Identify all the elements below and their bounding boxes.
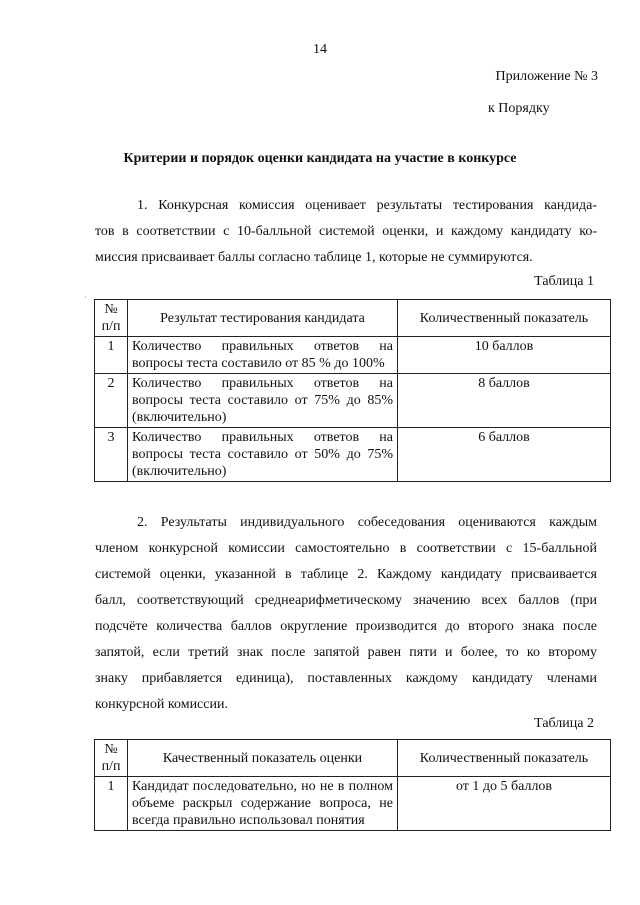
document-heading: Критерии и порядок оценки кандидата на участие в конкурсе xyxy=(123,151,517,166)
paragraph-2-line: балл, соответствующий среднеарифметическому значению всех баллов (при xyxy=(95,593,597,608)
header-number: № п/п xyxy=(95,740,128,777)
table-1 xyxy=(94,299,611,482)
row-score: 10 баллов xyxy=(398,337,611,374)
row-result: Количество правильных ответов на вопросы теста составило от 75% до 85% (включительно) xyxy=(128,374,398,428)
paragraph-1-line: миссия присваивает баллы согласно таблице 1, которые не суммируются. xyxy=(95,250,533,265)
paragraph-2-line: запятой, если третий знак после запятой равен пяти и более, то ко второму xyxy=(95,645,597,660)
row-result: Количество правильных ответов на вопросы теста составило от 50% до 75% (включительно) xyxy=(128,428,398,482)
header-score: Количественный показатель xyxy=(398,740,611,777)
row-number: 1 xyxy=(95,337,128,374)
row-score: 8 баллов xyxy=(398,374,611,428)
row-number: 2 xyxy=(95,374,128,428)
order-reference: к Порядку xyxy=(488,101,550,116)
page-number: 14 xyxy=(313,42,327,57)
row-score: 6 баллов xyxy=(398,428,611,482)
table-2-label: Таблица 2 xyxy=(534,716,594,731)
table-row xyxy=(95,777,611,831)
header-result: Результат тестирования кандидата xyxy=(128,300,398,337)
table-header-row xyxy=(95,300,611,337)
paragraph-1-line: 1. Конкурсная комиссия оценивает результаты тестирования кандида- xyxy=(137,198,597,213)
paragraph-2-line: знаку прибавляется единица), поставленных каждому кандидату членами xyxy=(95,671,597,686)
paragraph-2 xyxy=(95,510,597,718)
paragraph-1-line: тов в соответствии с 10-балльной системой оценки, и каждому кандидату ко- xyxy=(95,224,597,239)
paragraph-2-line: подсчёте количества баллов округление производится до второго знака после xyxy=(95,619,597,634)
table-row xyxy=(95,337,611,374)
paragraph-2-line: членом конкурсной комиссии самостоятельно в соответствии с 15-балльной xyxy=(95,541,597,556)
header-score: Количественный показатель xyxy=(398,300,611,337)
header-number: № п/п xyxy=(95,300,128,337)
paragraph-2-line: конкурсной комиссии. xyxy=(95,697,228,712)
row-score: от 1 до 5 баллов xyxy=(398,777,611,831)
table-header-row xyxy=(95,740,611,777)
table-row xyxy=(95,428,611,482)
table-2 xyxy=(94,739,611,831)
table-1-label: Таблица 1 xyxy=(534,274,594,289)
margin-mark: · xyxy=(84,293,87,302)
row-result: Количество правильных ответов на вопросы теста составило от 85 % до 100% xyxy=(128,337,398,374)
paragraph-1 xyxy=(95,193,597,271)
table-row xyxy=(95,374,611,428)
paragraph-2-line: 2. Результаты индивидуального собеседования оцениваются каждым xyxy=(137,515,597,530)
row-number: 1 xyxy=(95,777,128,831)
paragraph-2-line: системой оценки, указанной в таблице 2. Каждому кандидату присваивается xyxy=(95,567,597,582)
row-quality: Кандидат последовательно, но не в полном объеме раскрыл содержание вопроса, не всегда правильно использовал понятия xyxy=(128,777,398,831)
header-quality: Качественный показатель оценки xyxy=(128,740,398,777)
row-number: 3 xyxy=(95,428,128,482)
annex-label: Приложение № 3 xyxy=(495,69,598,84)
